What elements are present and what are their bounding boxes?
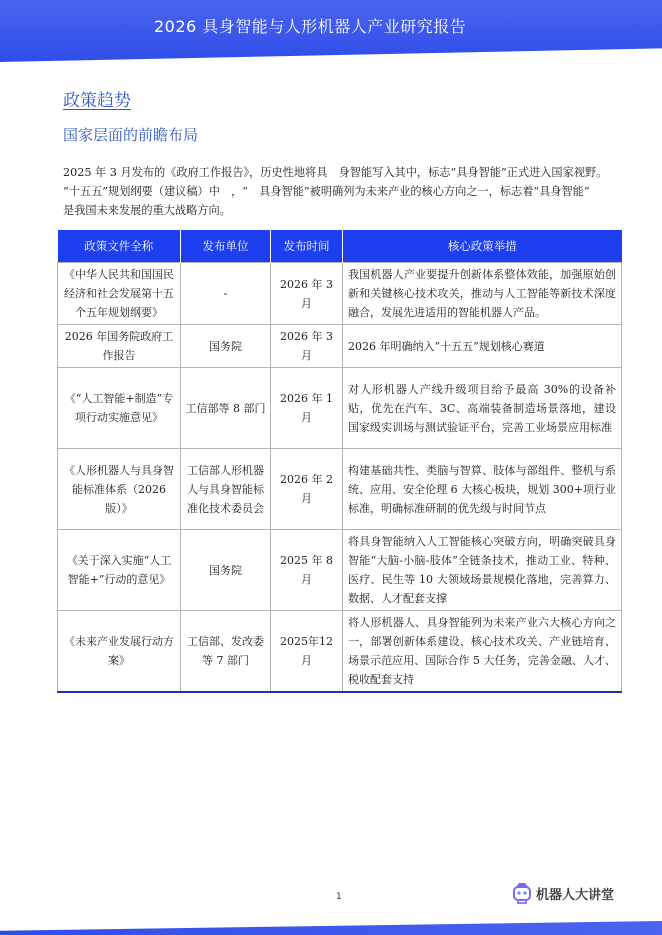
section-title[interactable]: 政策趋势 <box>63 91 131 111</box>
cell-issuer: 国务院 <box>181 530 271 611</box>
cell-date: 2025 年 8 月 <box>271 530 343 611</box>
intro-line: “十五五”规划纲要（建议稿）中 ，“ 具身智能”被明确列为未来产业的核心方向之一，标志着“具身智能” <box>63 185 590 198</box>
table-row <box>58 368 622 449</box>
cell-date: 2026 年 2 月 <box>271 449 343 530</box>
table-row <box>58 530 622 611</box>
table-row <box>58 325 622 368</box>
cell-measures: 将人形机器人、具身智能列为未来产业六大核心方向之一，部署创新体系建设、核心技术攻关、产业链培育、场景示范应用、国际合作 5 大任务，完善金融、人才、税收配套支持 <box>343 611 622 693</box>
footer-band <box>0 921 662 935</box>
cell-measures: 我国机器人产业要提升创新体系整体效能，加强原始创新和关键核心技术攻关，推动与人工智能等新技术深度融合，发展先进适用的智能机器人产品。 <box>343 263 622 325</box>
column-header-date: 发布时间 <box>271 230 343 263</box>
cell-measures: 对人形机器人产线升级项目给予最高 30%的设备补贴，优先在汽车、3C、高端装备制造场景落地，建设国家级实训场与测试验证平台，完善工业场景应用标准 <box>343 368 622 449</box>
cell-issuer: 工信部、发改委等 7 部门 <box>181 611 271 693</box>
cell-date: 2026 年 1 月 <box>271 368 343 449</box>
cell-policy-name: 《人形机器人与具身智能标准体系（2026 版）》 <box>58 449 181 530</box>
robot-head-icon <box>512 882 532 904</box>
column-header-name: 政策文件全称 <box>58 230 181 263</box>
cell-issuer: 工信部人形机器人与具身智能标准化技术委员会 <box>181 449 271 530</box>
intro-line: 是我国未来发展的重大战略方向。 <box>63 204 231 217</box>
cell-policy-name: 2026 年国务院政府工作报告 <box>58 325 181 368</box>
intro-line: 2025 年 3 月发布的《政府工作报告》，历史性地将具 身智能写入其中，标志“具身智能”正式进入国家视野。 <box>63 166 608 179</box>
cell-issuer: 国务院 <box>181 325 271 368</box>
column-header-issuer: 发布单位 <box>181 230 271 263</box>
policy-table <box>57 230 622 693</box>
cell-measures: 2026 年明确纳入“十五五”规划核心赛道 <box>343 325 622 368</box>
cell-issuer: 工信部等 8 部门 <box>181 368 271 449</box>
table-row <box>58 263 622 325</box>
subsection-title: 国家层面的前瞻布局 <box>63 126 199 144</box>
cell-policy-name: 《“人工智能+制造”专项行动实施意见》 <box>58 368 181 449</box>
cell-date: 2025年12月 <box>271 611 343 693</box>
cell-policy-name: 《未来产业发展行动方案》 <box>58 611 181 693</box>
cell-issuer: - <box>181 263 271 325</box>
cell-policy-name: 《中华人民共和国国民经济和社会发展第十五个五年规划纲要》 <box>58 263 181 325</box>
cell-measures: 构建基础共性、类脑与智算、肢体与部组件、整机与系统、应用、安全伦理 6 大核心板块，规划 300+项行业标准，明确标准研制的优先级与时间节点 <box>343 449 622 530</box>
table-row <box>58 611 622 693</box>
brand-logo <box>512 882 614 904</box>
table-row <box>58 449 622 530</box>
cell-date: 2026 年 3 月 <box>271 325 343 368</box>
table-header-row <box>58 230 622 263</box>
cell-date: 2026 年 3 月 <box>271 263 343 325</box>
column-header-measures: 核心政策举措 <box>343 230 622 263</box>
brand-name: 机器人大讲堂 <box>536 887 615 903</box>
cell-policy-name: 《关于深入实施“人工智能+”行动的意见》 <box>58 530 181 611</box>
report-title: 2026 具身智能与人形机器人产业研究报告 <box>154 17 467 36</box>
cell-measures: 将具身智能纳入人工智能核心突破方向，明确突破具身智能“大脑-小脑-肢体”全链条技术，推动工业、特种、医疗、民生等 10 大领域场景规模化落地，完善算力、数据、人才配套支撑 <box>343 530 622 611</box>
page-number: 1 <box>336 892 342 902</box>
intro-paragraph <box>63 163 643 220</box>
